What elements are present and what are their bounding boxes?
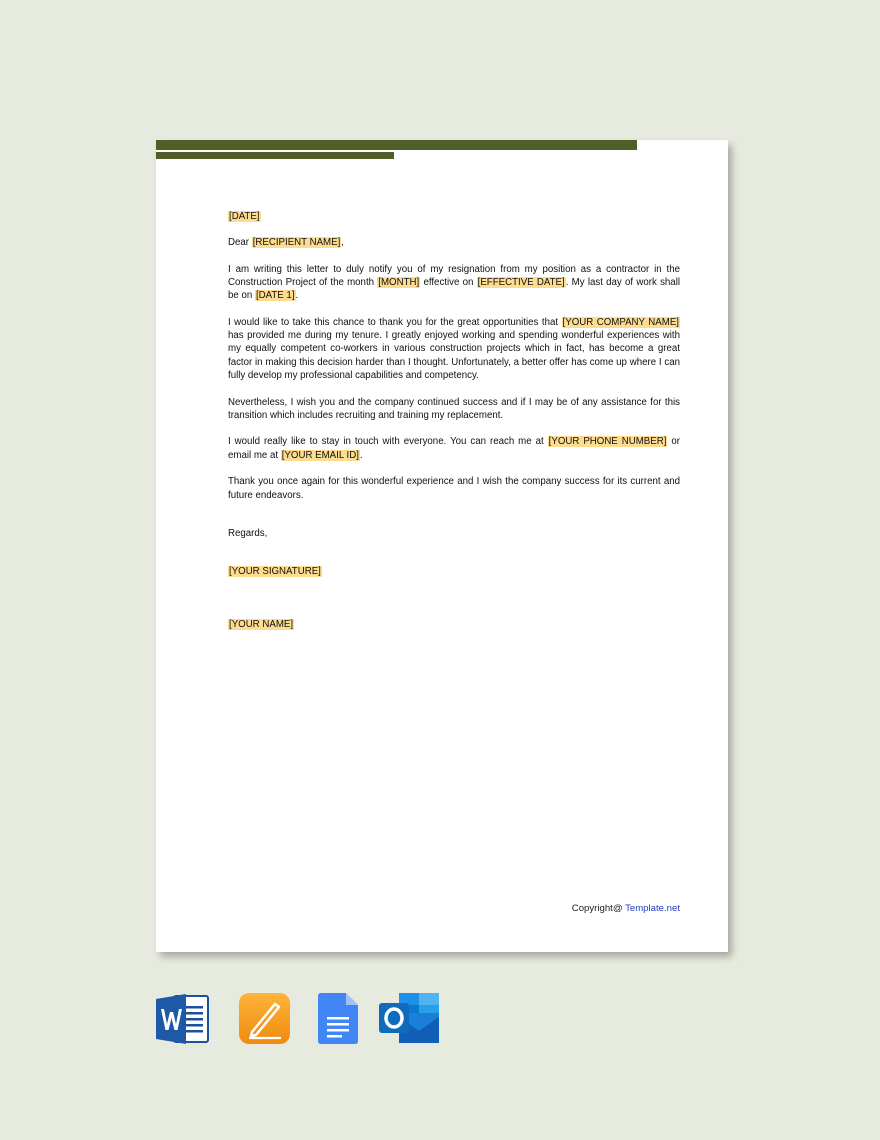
recipient-placeholder: [RECIPIENT NAME] — [252, 237, 341, 249]
header-accent-bar-secondary — [156, 152, 394, 159]
p4-text-a: I would really like to stay in touch with everyone. You can reach me at — [228, 436, 548, 448]
p4-text-b: or email me at — [228, 436, 681, 461]
p2-text-b: has provided me during my tenure. I greatly enjoyed working and spending wonderful experiences with my equally competent co-workers in various construction projects which in fact, has become a great factor in making this decision harder than I thought. Unfortunately, a better offer has come up where I can fully develop my professional capabilities and competency. — [228, 330, 680, 381]
p1-text-b: effective on — [420, 277, 477, 289]
signature-placeholder: [YOUR SIGNATURE] — [229, 566, 321, 578]
header-accent-bar — [156, 140, 637, 150]
paragraph-1: I am writing this letter to duly notify you of my resignation from my position as a contractor in the Construction Project of the month [MONTH] effective on [EFFECTIVE DATE]. My last day of work shall be on [DATE 1]. — [228, 263, 680, 302]
word-icon[interactable] — [156, 993, 210, 1050]
google-docs-icon[interactable] — [318, 993, 358, 1049]
email-placeholder: [YOUR EMAIL ID] — [281, 449, 359, 461]
salutation: Dear [RECIPIENT NAME], — [228, 237, 344, 249]
effective-date-placeholder: [EFFECTIVE DATE] — [477, 277, 565, 289]
date1-placeholder: [DATE 1] — [255, 290, 295, 302]
paragraph-4: I would really like to stay in touch with everyone. You can reach me at [YOUR PHONE NUMBER] or email me at [YOUR EMAIL ID]. — [228, 436, 681, 461]
copyright-notice — [572, 903, 680, 914]
month-placeholder: [MONTH] — [378, 277, 420, 289]
p1-text-c: . My last day of work shall be on — [228, 277, 680, 302]
name-placeholder: [YOUR NAME] — [229, 618, 294, 630]
outlook-icon[interactable] — [379, 993, 439, 1048]
closing: Regards, — [228, 527, 268, 539]
phone-placeholder: [YOUR PHONE NUMBER] — [548, 436, 667, 448]
name-line — [228, 618, 680, 631]
company-placeholder: [YOUR COMPANY NAME] — [562, 317, 679, 329]
paragraph-5: Thank you once again for this wonderful experience and I wish the company success for its current and future endeavors. — [228, 476, 680, 501]
p1-text-a: I am writing this letter to duly notify you of my resignation from my position as a contractor in the Construction Project of the month — [228, 263, 680, 289]
signature-line — [228, 565, 680, 578]
copyright-text: Copyright@ — [571, 903, 626, 914]
paragraph-3: Nevertheless, I wish you and the company continued success and if I may be of any assistance for this transition which includes recruiting and training my replacement. — [228, 396, 680, 421]
pages-icon[interactable] — [239, 993, 290, 1049]
paragraph-2 — [228, 316, 680, 382]
p2-text-a: I would like to take this chance to thank you for the great opportunities that — [228, 317, 562, 329]
date-placeholder: [DATE] — [229, 211, 260, 222]
salutation-text: Dear — [228, 237, 252, 249]
copyright-link[interactable]: Template.net — [625, 903, 680, 914]
letter-body — [228, 210, 680, 631]
date-line — [228, 210, 680, 223]
